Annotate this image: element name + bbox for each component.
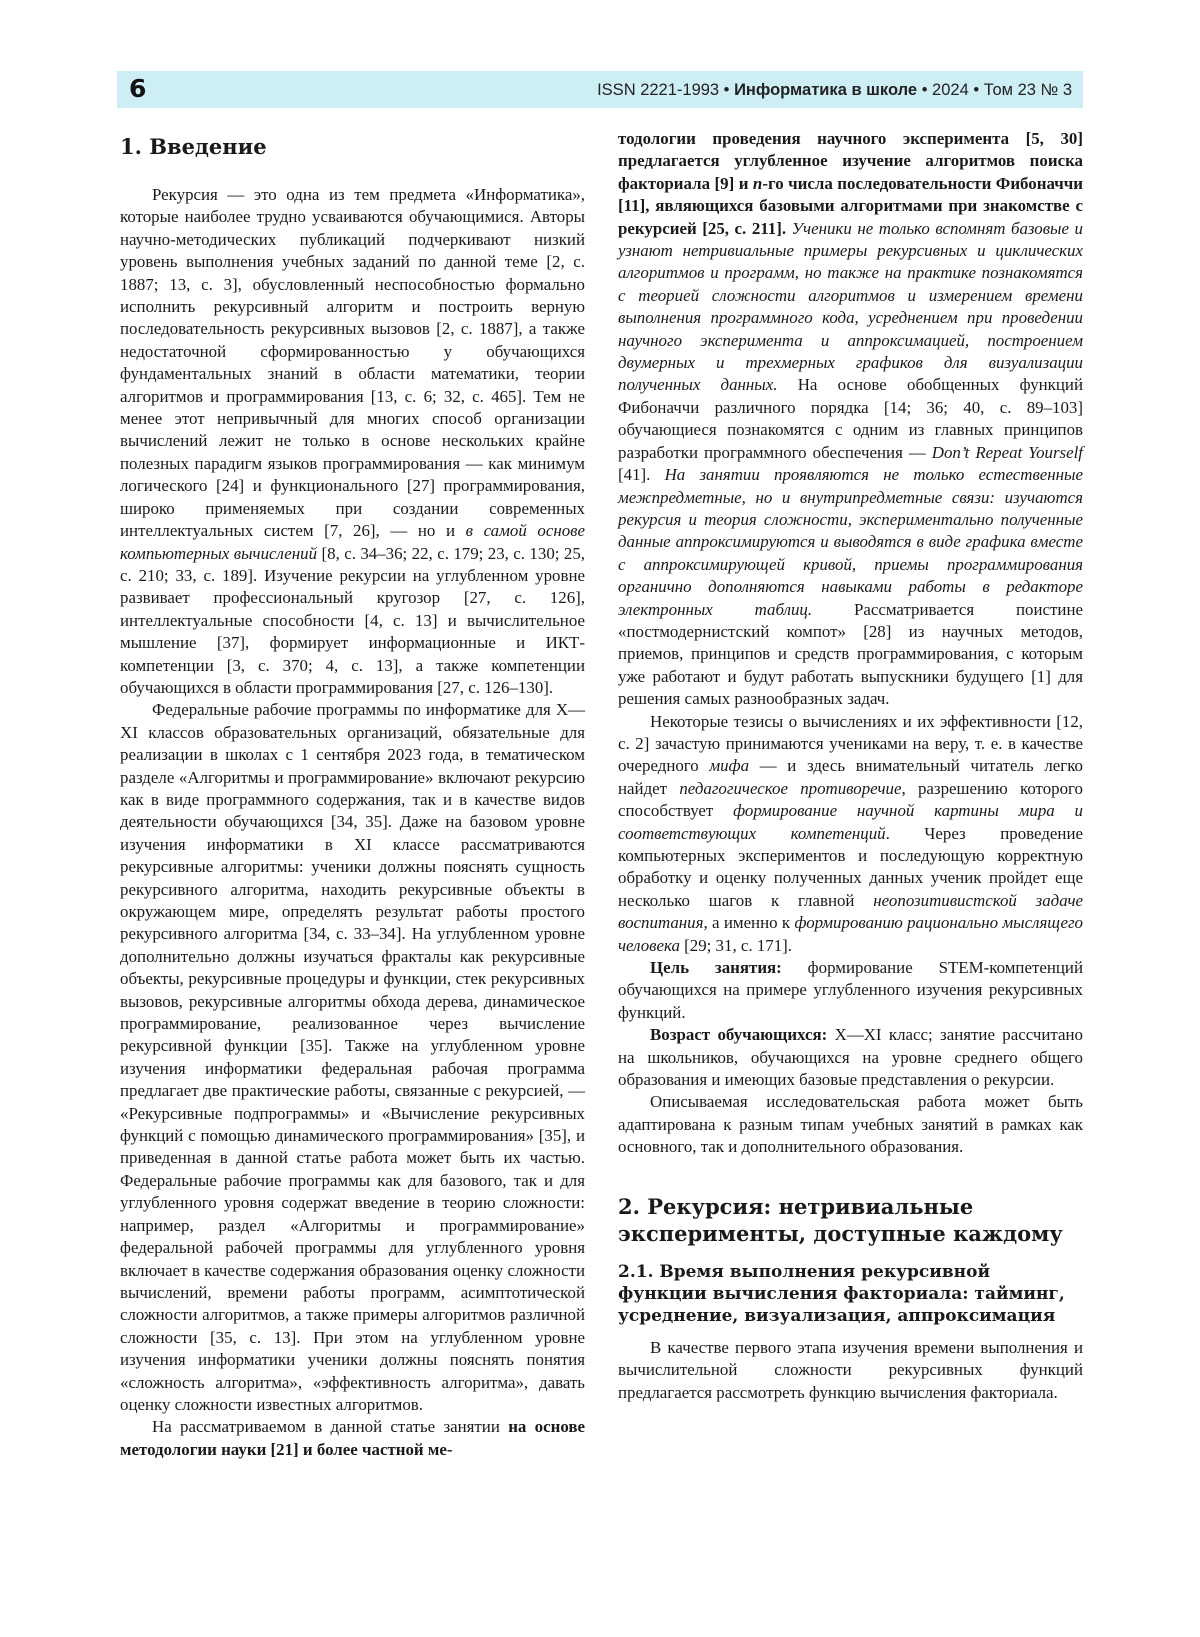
age-paragraph: Возраст обучающихся: X—XI класс; занятие рассчитано на школьников, обучающихся на уровне среднего общего образования и имеющих базовые представления о рекурсии. [618,1025,1083,1090]
journal-header-bar [117,71,1083,108]
section-heading-introduction: 1. Введение [120,134,267,159]
journal-title: Информатика в школе [734,81,918,99]
left-column [120,128,585,1461]
subsection-heading-factorial: 2.1. Время выполнения рекурсивной функции вычисления факториала: тайминг, усреднение, визуализация, аппроксимация [618,1261,1065,1326]
body-paragraph: Федеральные рабочие программы по информатике для X—XI классов образовательных организаций, обязательные для реализации в школах с 1 сентября 2023 года, в тематическом разделе «Алгоритмы и программирование» включают рекурсию как в виде программного содержания, так и в качестве видов деятельности обучающихся [34, 35]. Даже на базовом уровне изучения информатики в XI классе рассматриваются рекурсивные алгоритмы: ученики должны пояснять сущность рекурсивного алгоритма, находить рекурсивные объекты в окружающем мире, определять результат работы простого рекурсивного алгоритма [34, с. 33–34]. На углубленном уровне дополнительно должны изучаться фракталы как рекурсивные объекты, рекурсивные процедуры и функции, стек рекурсивных вызовов, рекурсивные алгоритмы обхода дерева, динамическое программирование, реализованное через вычисление рекурсивной функции [35]. Также на углубленном уровне изучения информатики федеральная рабочая программа предлагает две практические работы, связанные с рекурсией, — «Рекурсивные подпрограммы» и «Вычисление рекурсивных функций с помощью динамического программирования» [35], и приведенная в данной статье работа может быть их частью. Федеральные рабочие программы как для базового, так и для углубленного уровня содержат введение в теорию сложности: например, раздел «Алгоритмы и программирование» федеральной рабочей программы для углубленного уровня включает в качестве содержания образования оценку сложности вычислений, времени работы программ, асимптотической сложности алгоритмов, а также примеры алгоритмов различной сложности [35, с. 13]. При этом на углубленном уровне изучения информатики ученики должны пояснять понятия «сложность алгоритма», «эффективность алгоритма», давать оценку сложности известных алгоритмов. [120,700,585,1414]
page-number: 6 [129,74,147,103]
goal-paragraph: Цель занятия: формирование STEM-компетенций обучающихся на примере углубленного изучения рекурсивных функций. [618,958,1083,1022]
body-paragraph: В качестве первого этапа изучения времени выполнения и вычислительной сложности рекурсивных функций предлагается рассмотреть функцию вычисления факториала. [618,1337,1083,1402]
body-paragraph: Описываемая исследовательская работа может быть адаптирована к разным типам учебных занятий в рамках как основного, так и дополнительного образования. [618,1092,1083,1157]
section-heading-recursion: 2. Рекурсия: нетривиальные эксперименты, доступные каждому [618,1193,1063,1246]
journal-info [597,79,1072,101]
right-column [618,128,1083,1404]
journal-year-volume: • 2024 • Том 23 № 3 [921,81,1072,99]
body-paragraph: тодологии проведения научного эксперимента [5, 30] предлагается углубленное изучение алгоритмов поиска факториала [9] и n-го числа последовательности Фибоначчи [11], являющихся базовыми алгоритмами при знакомстве с рекурсией [25, с. 211]. Ученики не только вспомнят базовые и узнают нетривиальные примеры рекурсивных и циклических алгоритмов и программ, но также на практике познакомятся с теорией сложности алгоритмов и измерением времени выполнения программного кода, усреднением при проведении научного эксперимента и аппроксимацией, построением двумерных и трехмерных графиков для визуализации полученных данных. На основе обобщенных функций Фибоначчи различного порядка [14; 36; 40, с. 89–103] обучающиеся познакомятся с одним из главных принципов разработки программного обеспечения — Don’t Repeat Yourself [41]. На занятии проявляются не только естественные межпредметные, но и внутрипредметные связи: изучаются рекурсия и теория сложности, экспериментально полученные данные аппроксимируются и выводятся в виде графика вместе с аппроксимирующей кривой, приемы программирования органично дополняются навыками работы в редакторе электронных таблиц. Рассматривается поистине «постмодернистский компот» [28] из научных методов, приемов, принципов и средств программирования, с которым уже работают и будут работать выпускники будущего [1] для решения самых разнообразных задач. [618,129,1083,709]
body-paragraph: Некоторые тезисы о вычислениях и их эффективности [12, с. 2] зачастую принимаются учениками на веру, т. е. в качестве очередного мифа — и здесь внимательный читатель легко найдет педагогическое противоречие, разрешению которого способствует формирование научной картины мира и соответствующих компетенций. Через проведение компьютерных экспериментов и последующую корректную обработку и оценку полученных данных ученик пройдет еще несколько шагов к главной неопозитивистской задаче воспитания, а именно к формированию рационально мыслящего человека [29; 31, с. 171]. [618,711,1083,955]
body-paragraph: Рекурсия — это одна из тем предмета «Информатика», которые наиболее трудно усваиваются обучающимися. Авторы научно-методических публикаций подчеркивают низкий уровень выполнения учебных заданий по данной теме [2, с. 1887; 13, с. 3], обусловленный неспособностью формально исполнить рекурсивный алгоритм и построить верную последовательность рекурсивных вызовов [2, с. 1887], а также недостаточной сформированностью у обучающихся фундаментальных знаний в области математики, теории алгоритмов и программирования [13, с. 6; 32, с. 465]. Тем не менее этот непривычный для многих способ организации вычислений лежит не только в основе нескольких крайне полезных парадигм языков программирования — как минимум логического [24] и функционального [27] программирования, широко применяемых при создании современных интеллектуальных систем [7, 26], — но и в самой основе компьютерных вычислений [8, с. 34–36; 22, с. 179; 23, с. 130; 25, с. 210; 33, с. 189]. Изучение рекурсии на углубленном уровне развивает профессиональный кругозор [27, с. 126], интеллектуальные способности [4, с. 13] и вычислительное мышление [37], формирует информационные и ИКТ-компетенции [3, с. 370; 4, с. 13], а также компетенции обучающихся в области программирования [27, с. 126–130]. [120,185,585,697]
journal-issn: ISSN 2221-1993 • [597,81,730,99]
body-paragraph: На рассматриваемом в данной статье занятии на основе методологии науки [21] и более частной ме- [120,1417,586,1459]
